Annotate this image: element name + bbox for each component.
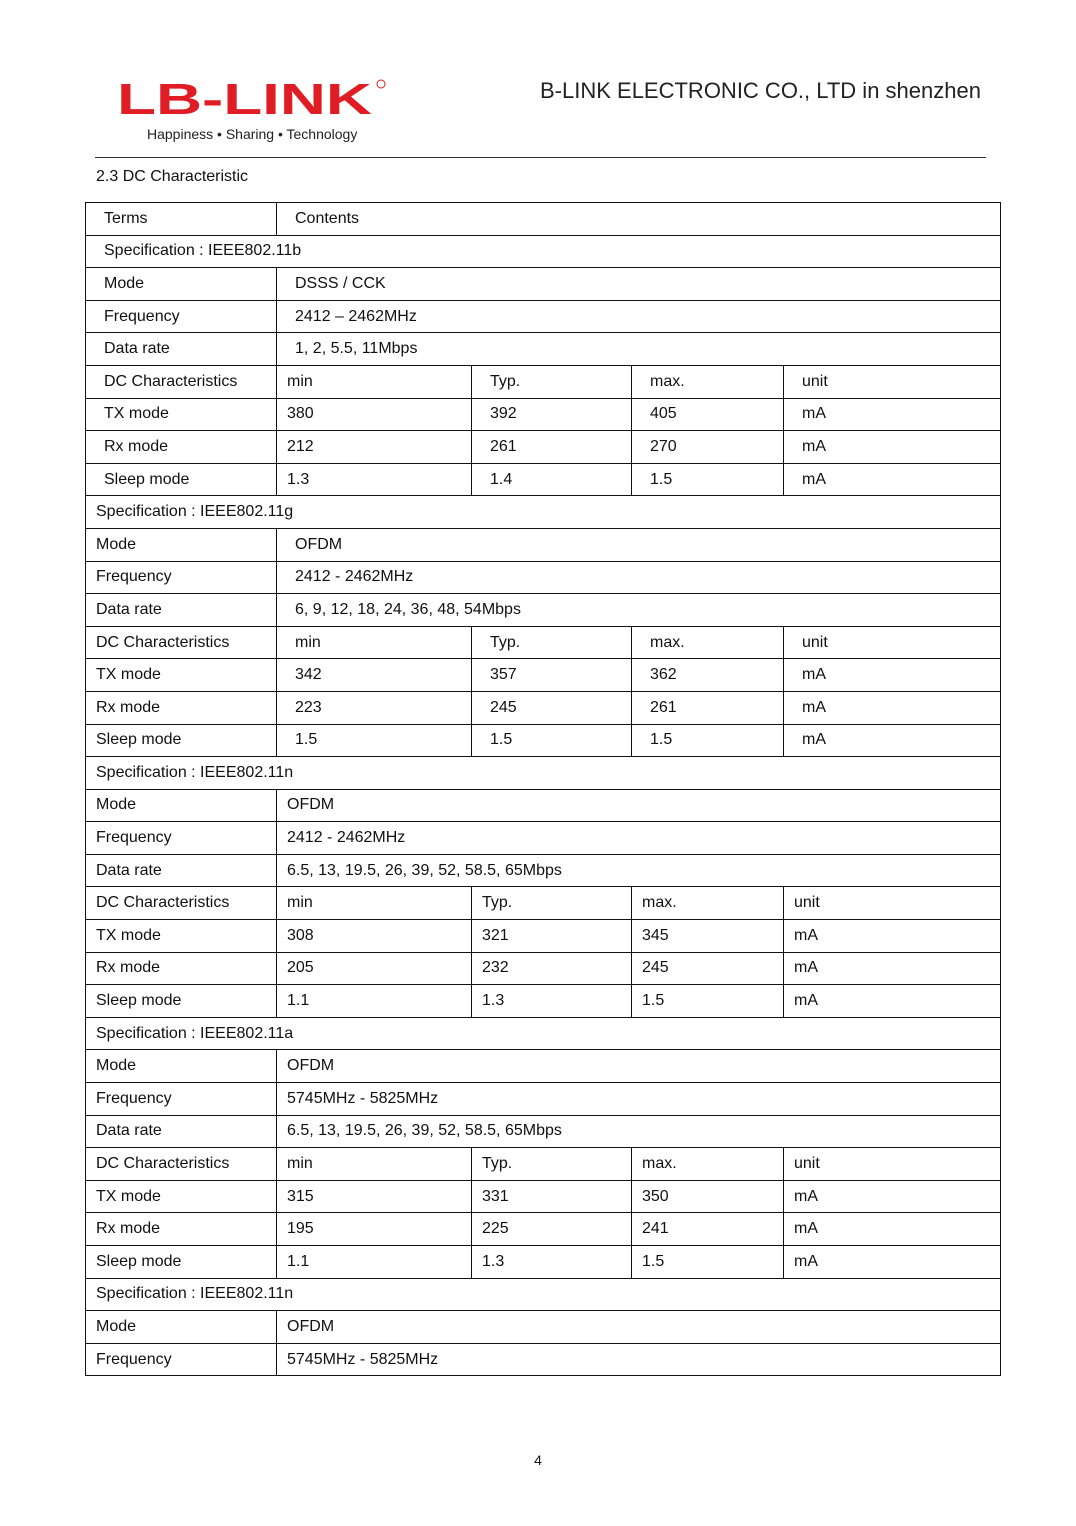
table-row — [86, 724, 1001, 757]
typ-value: 1.5 — [472, 724, 632, 757]
header-divider — [95, 157, 986, 158]
dc-max-header: max. — [632, 626, 784, 659]
row-value: 2412 - 2462MHz — [277, 822, 1001, 855]
typ-value: 232 — [472, 952, 632, 985]
spec-row — [86, 496, 1001, 529]
row-value: 2412 - 2462MHz — [277, 561, 1001, 594]
unit-value: mA — [784, 659, 1001, 692]
unit-value: mA — [784, 1246, 1001, 1279]
mode-name: Sleep mode — [86, 463, 277, 496]
min-value: 223 — [277, 691, 472, 724]
dc-min-header: min — [277, 1148, 472, 1181]
table-row — [86, 431, 1001, 464]
unit-value: mA — [784, 691, 1001, 724]
row-value: OFDM — [277, 789, 1001, 822]
row-label: Frequency — [86, 300, 277, 333]
row-label: Data rate — [86, 594, 277, 627]
table-row — [86, 268, 1001, 301]
mode-name: Rx mode — [86, 431, 277, 464]
max-value: 405 — [632, 398, 784, 431]
svg-text:LB-LINK: LB-LINK — [117, 76, 373, 120]
dc-header-row — [86, 887, 1001, 920]
min-value: 195 — [277, 1213, 472, 1246]
dc-label: DC Characteristics — [86, 365, 277, 398]
row-label: Mode — [86, 1050, 277, 1083]
unit-value: mA — [784, 463, 1001, 496]
unit-value: mA — [784, 952, 1001, 985]
max-value: 350 — [632, 1180, 784, 1213]
dc-characteristic-table — [85, 202, 1001, 1376]
spec-row — [86, 235, 1001, 268]
max-value: 270 — [632, 431, 784, 464]
dc-typ-header: Typ. — [472, 626, 632, 659]
unit-value: mA — [784, 431, 1001, 464]
logo-wordmark-icon — [117, 76, 387, 120]
page-header — [0, 0, 1076, 185]
table-row — [86, 333, 1001, 366]
table-row — [86, 1115, 1001, 1148]
dc-min-header: min — [277, 887, 472, 920]
row-value: 2412 – 2462MHz — [277, 300, 1001, 333]
row-label: Mode — [86, 789, 277, 822]
dc-typ-header: Typ. — [472, 1148, 632, 1181]
max-value: 261 — [632, 691, 784, 724]
dc-typ-header: Typ. — [472, 887, 632, 920]
unit-value: mA — [784, 1213, 1001, 1246]
dc-unit-header: unit — [784, 365, 1001, 398]
max-value: 1.5 — [632, 985, 784, 1018]
table-row — [86, 1083, 1001, 1116]
table-header-row — [86, 203, 1001, 236]
table-row — [86, 1246, 1001, 1279]
row-value: 5745MHz - 5825MHz — [277, 1343, 1001, 1376]
typ-value: 1.4 — [472, 463, 632, 496]
table-row — [86, 1311, 1001, 1344]
table-row — [86, 789, 1001, 822]
max-value: 362 — [632, 659, 784, 692]
spec-row — [86, 1017, 1001, 1050]
header-contents: Contents — [277, 203, 1001, 236]
table-row — [86, 398, 1001, 431]
min-value: 205 — [277, 952, 472, 985]
company-name: B-LINK ELECTRONIC CO., LTD in shenzhen — [540, 78, 981, 103]
table-row — [86, 561, 1001, 594]
row-label: Frequency — [86, 822, 277, 855]
page-number: 4 — [534, 1452, 542, 1468]
dc-header-row — [86, 626, 1001, 659]
min-value: 308 — [277, 920, 472, 953]
min-value: 212 — [277, 431, 472, 464]
spec-row — [86, 757, 1001, 790]
row-label: Frequency — [86, 561, 277, 594]
dc-unit-header: unit — [784, 1148, 1001, 1181]
min-value: 1.1 — [277, 1246, 472, 1279]
max-value: 1.5 — [632, 724, 784, 757]
mode-name: TX mode — [86, 920, 277, 953]
dc-characteristic-table-wrapper — [85, 202, 1000, 1376]
dc-max-header: max. — [632, 365, 784, 398]
mode-name: Rx mode — [86, 1213, 277, 1246]
row-label: Data rate — [86, 333, 277, 366]
table-row — [86, 463, 1001, 496]
row-value: 6, 9, 12, 18, 24, 36, 48, 54Mbps — [277, 594, 1001, 627]
dc-typ-header: Typ. — [472, 365, 632, 398]
dc-unit-header: unit — [784, 887, 1001, 920]
table-row — [86, 822, 1001, 855]
row-value: OFDM — [277, 528, 1001, 561]
dc-max-header: max. — [632, 887, 784, 920]
row-value: 6.5, 13, 19.5, 26, 39, 52, 58.5, 65Mbps — [277, 1115, 1001, 1148]
row-label: Data rate — [86, 1115, 277, 1148]
row-label: Data rate — [86, 854, 277, 887]
spec-label: Specification : IEEE802.11n — [86, 757, 1001, 790]
dc-max-header: max. — [632, 1148, 784, 1181]
typ-value: 392 — [472, 398, 632, 431]
row-value: DSSS / CCK — [277, 268, 1001, 301]
mode-name: Rx mode — [86, 691, 277, 724]
table-row — [86, 659, 1001, 692]
mode-name: Sleep mode — [86, 724, 277, 757]
typ-value: 321 — [472, 920, 632, 953]
section-title: 2.3 DC Characteristic — [96, 168, 249, 185]
table-row — [86, 528, 1001, 561]
row-label: Mode — [86, 268, 277, 301]
typ-value: 357 — [472, 659, 632, 692]
header-terms: Terms — [86, 203, 277, 236]
table-row — [86, 920, 1001, 953]
table-row — [86, 1180, 1001, 1213]
row-label: Mode — [86, 528, 277, 561]
dc-label: DC Characteristics — [86, 626, 277, 659]
row-label: Frequency — [86, 1343, 277, 1376]
table-row — [86, 1050, 1001, 1083]
dc-header-row — [86, 365, 1001, 398]
row-value: OFDM — [277, 1050, 1001, 1083]
min-value: 342 — [277, 659, 472, 692]
row-label: Mode — [86, 1311, 277, 1344]
table-row — [86, 985, 1001, 1018]
unit-value: mA — [784, 985, 1001, 1018]
logo-tagline: Happiness • Sharing • Technology — [147, 126, 358, 142]
table-row — [86, 691, 1001, 724]
mode-name: TX mode — [86, 398, 277, 431]
typ-value: 331 — [472, 1180, 632, 1213]
min-value: 1.1 — [277, 985, 472, 1018]
table-row — [86, 1213, 1001, 1246]
spec-label: Specification : IEEE802.11a — [86, 1017, 1001, 1050]
mode-name: TX mode — [86, 659, 277, 692]
table-row — [86, 300, 1001, 333]
typ-value: 245 — [472, 691, 632, 724]
unit-value: mA — [784, 398, 1001, 431]
dc-unit-header: unit — [784, 626, 1001, 659]
min-value: 1.5 — [277, 724, 472, 757]
min-value: 315 — [277, 1180, 472, 1213]
table-row — [86, 952, 1001, 985]
dc-label: DC Characteristics — [86, 887, 277, 920]
max-value: 1.5 — [632, 463, 784, 496]
row-value: 6.5, 13, 19.5, 26, 39, 52, 58.5, 65Mbps — [277, 854, 1001, 887]
unit-value: mA — [784, 920, 1001, 953]
max-value: 345 — [632, 920, 784, 953]
table-row — [86, 594, 1001, 627]
row-value: 5745MHz - 5825MHz — [277, 1083, 1001, 1116]
mode-name: Sleep mode — [86, 985, 277, 1018]
typ-value: 225 — [472, 1213, 632, 1246]
row-label: Frequency — [86, 1083, 277, 1116]
max-value: 241 — [632, 1213, 784, 1246]
typ-value: 261 — [472, 431, 632, 464]
max-value: 1.5 — [632, 1246, 784, 1279]
spec-label: Specification : IEEE802.11n — [86, 1278, 1001, 1311]
min-value: 380 — [277, 398, 472, 431]
dc-min-header: min — [277, 365, 472, 398]
typ-value: 1.3 — [472, 1246, 632, 1279]
spec-row — [86, 1278, 1001, 1311]
mode-name: TX mode — [86, 1180, 277, 1213]
table-row — [86, 854, 1001, 887]
unit-value: mA — [784, 724, 1001, 757]
table-row — [86, 1343, 1001, 1376]
min-value: 1.3 — [277, 463, 472, 496]
typ-value: 1.3 — [472, 985, 632, 1018]
mode-name: Sleep mode — [86, 1246, 277, 1279]
lb-link-logo — [117, 76, 387, 120]
row-value: 1, 2, 5.5, 11Mbps — [277, 333, 1001, 366]
dc-label: DC Characteristics — [86, 1148, 277, 1181]
dc-min-header: min — [277, 626, 472, 659]
dc-header-row — [86, 1148, 1001, 1181]
spec-label: Specification : IEEE802.11g — [86, 496, 1001, 529]
max-value: 245 — [632, 952, 784, 985]
row-value: OFDM — [277, 1311, 1001, 1344]
spec-label: Specification : IEEE802.11b — [86, 235, 1001, 268]
unit-value: mA — [784, 1180, 1001, 1213]
mode-name: Rx mode — [86, 952, 277, 985]
